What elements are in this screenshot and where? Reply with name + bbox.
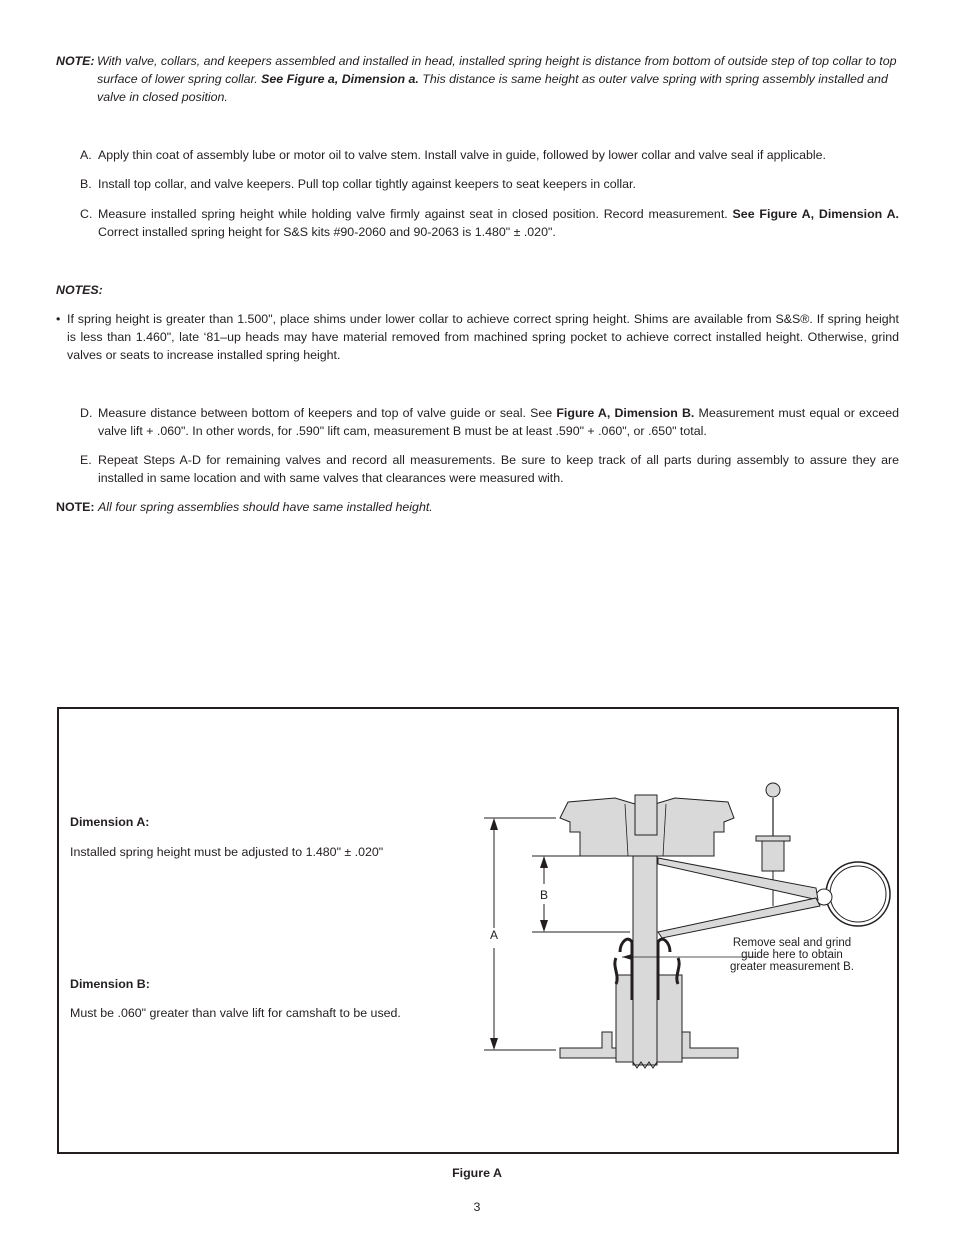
- bullet-text: If spring height is greater than 1.500", place shims under lower collar to achieve correct spring height. Shims are available from S&S®. If spring height is less than 1.460", late ‘81–up heads may have material removed from machined spring pocket to achieve correct installed height. Otherwise, grind valves or seats to increase installed spring height.: [67, 312, 899, 362]
- step-b: [80, 175, 899, 193]
- indicator-ring: [826, 862, 890, 926]
- note-intro: [56, 52, 899, 106]
- step-letter: B.: [80, 177, 92, 191]
- valve-stem: [633, 820, 657, 1065]
- step-text: Apply thin coat of assembly lube or motor oil to valve stem. Install valve in guide, followed by lower collar and valve seal if applicable.: [98, 148, 826, 162]
- valve-spring-diagram: [470, 770, 900, 1080]
- step-d: [80, 404, 899, 440]
- dimension-b-text: Must be .060" greater than valve lift for camshaft to be used.: [70, 1006, 401, 1020]
- step-letter: A.: [80, 148, 92, 162]
- indicator-stem: [762, 841, 784, 871]
- dimension-a-label: Dimension A:: [70, 815, 150, 829]
- step-letter: C.: [80, 207, 93, 221]
- indicator-arm: [658, 858, 818, 900]
- step-text: Measure installed spring height while holding valve firmly against seat in closed position. Record measurement. See Figure A, Dimension A. Correct installed spring height for S&S kits #90-2060 and 90-2063 is 1.480" ± .020".: [98, 207, 899, 239]
- notes-heading: NOTES:: [56, 283, 103, 297]
- note-label: NOTE:: [56, 500, 95, 514]
- step-letter: D.: [80, 406, 93, 420]
- bullet-symbol: •: [56, 312, 61, 326]
- indicator-probe: [658, 898, 820, 938]
- dimension-a-marker: A: [489, 928, 499, 942]
- callout-line-1: Remove seal and grind: [732, 937, 852, 949]
- note-label: NOTE:: [56, 54, 95, 68]
- figure-caption: Figure A: [452, 1166, 502, 1180]
- step-e: [80, 451, 899, 487]
- dimension-b-marker: B: [539, 888, 549, 902]
- dimension-b-label: Dimension B:: [70, 977, 150, 991]
- step-letter: E.: [80, 453, 92, 467]
- valve-keeper: [635, 795, 657, 835]
- indicator-knob: [766, 783, 780, 797]
- step-text: Install top collar, and valve keepers. Pull top collar tightly against keepers to seat keepers in collar.: [98, 177, 636, 191]
- page-number: 3: [473, 1200, 481, 1214]
- step-c: [80, 205, 899, 241]
- note-text: With valve, collars, and keepers assembled and installed in head, installed spring height is distance from bottom of outside step of top collar to top surface of lower spring collar. See Figure a, Dimension a. This distance is same height as outer valve spring with spring assembly installed and valve in closed position.: [97, 54, 897, 104]
- dimension-a-text: Installed spring height must be adjusted to 1.480" ± .020": [70, 845, 384, 859]
- step-a: [80, 146, 899, 164]
- step-text: Repeat Steps A-D for remaining valves and record all measurements. Be sure to keep track of all parts during assembly to assure they are installed in same location and with same valves that clearances were measured with.: [98, 453, 899, 485]
- callout-line-2: guide here to obtain: [741, 949, 843, 961]
- note-text: All four spring assemblies should have same installed height.: [98, 500, 433, 514]
- notes-bullet: [56, 310, 899, 364]
- step-text: Measure distance between bottom of keepers and top of valve guide or seal. See Figure A, Dimension B. Measurement must equal or exceed valve lift + .060". In other words, for .590" lift cam, measurement B must be at least .590" + .060", or .650" total.: [98, 406, 900, 438]
- callout-line-3: greater measurement B.: [729, 961, 855, 973]
- note-final: [56, 498, 899, 516]
